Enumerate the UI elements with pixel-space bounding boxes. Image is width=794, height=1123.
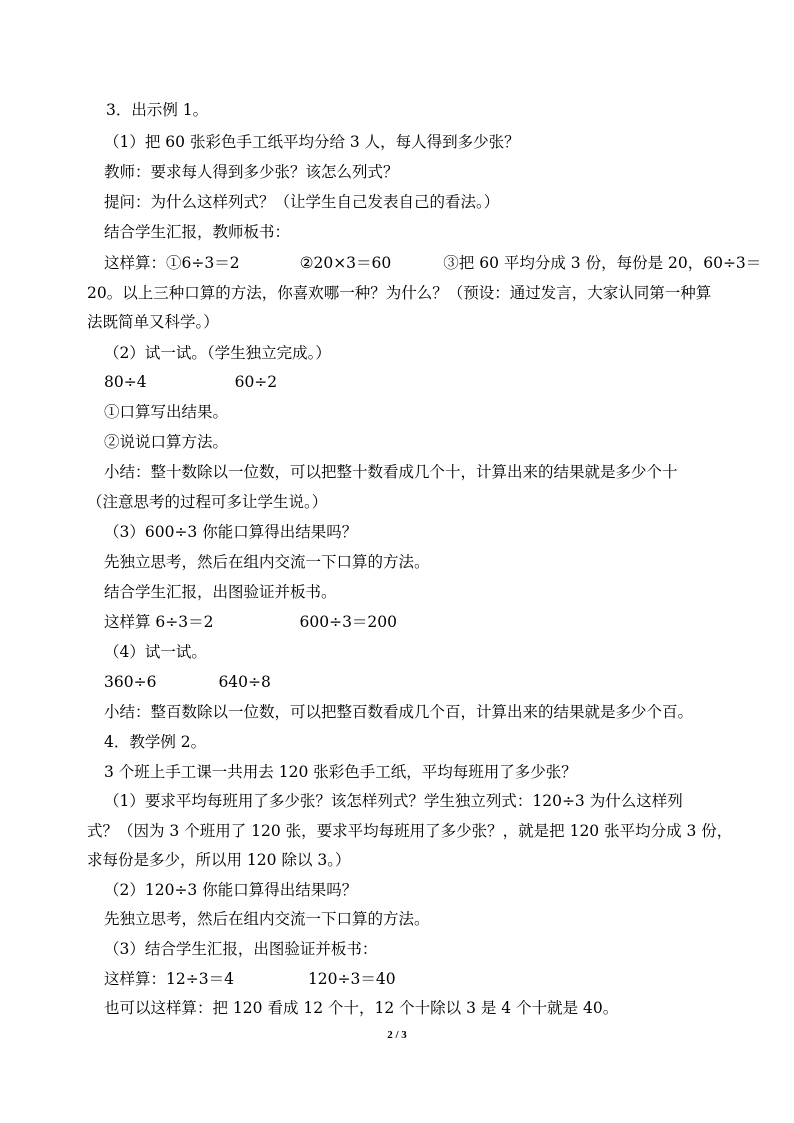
- text-line: 先独立思考，然后在组内交流一下口算的方法。: [104, 910, 430, 928]
- text-line: 4．教学例 2。: [104, 733, 207, 751]
- text-line: （注意思考的过程可多让学生说。）: [87, 493, 328, 511]
- text-line: 结合学生汇报，出图验证并板书。: [104, 583, 337, 601]
- text-line: （2）试一试。（学生独立完成。）: [104, 344, 331, 362]
- text-line: [104, 612, 397, 632]
- text-line: 小结：整百数除以一位数，可以把整百数看成几个百，计算出来的结果就是多少个百。: [104, 703, 694, 721]
- text-line: ②说说口算方法。: [104, 433, 229, 451]
- text-line: 20。以上三种口算的方法，你喜欢哪一种？为什么？（预设：通过发言，大家认同第一种算: [87, 284, 712, 302]
- text-line: [104, 253, 761, 273]
- text-line: 3．出示例 1。: [106, 101, 209, 119]
- text-line: （1）要求平均每班用了多少张？该怎样列式？学生独立列式：120÷3 为什么这样列: [104, 792, 683, 810]
- text-line: 结合学生汇报，教师板书：: [104, 223, 291, 241]
- text-segment: 120÷3＝40: [307, 970, 396, 988]
- text-segment: 这样算 6÷3＝2: [104, 613, 214, 631]
- text-line: 式？（因为 3 个班用了 120 张，要求平均每班用了多少张？，就是把 120 张平均分成 3 份，: [87, 822, 733, 840]
- text-segment: 这样算：①6÷3＝2: [104, 254, 240, 272]
- text-line: （4）试一试。: [104, 643, 207, 661]
- text-line: 求每份是多少，所以用 120 除以 3。）: [87, 851, 351, 869]
- text-line: 也可以这样算：把 120 看成 12 个十，12 个十除以 3 是 4 个十就是 40。: [104, 999, 619, 1017]
- text-line: （3）600÷3 你能口算得出结果吗？: [104, 523, 358, 541]
- text-segment: 这样算：12÷3＝4: [104, 970, 234, 988]
- text-line: （3）结合学生汇报，出图验证并板书：: [104, 940, 378, 958]
- page-number: 2 / 3: [387, 1029, 407, 1041]
- text-line: （1）把 60 张彩色手工纸平均分给 3 人，每人得到多少张？: [104, 133, 520, 151]
- text-segment: 600÷3＝200: [299, 613, 398, 631]
- text-line: 小结：整十数除以一位数，可以把整十数看成几个十，计算出来的结果就是多少个十: [104, 463, 678, 481]
- text-line: [104, 672, 271, 692]
- text-line: 先独立思考，然后在组内交流一下口算的方法。: [104, 553, 430, 571]
- text-line: 法既简单又科学。）: [87, 313, 219, 331]
- text-segment: ③把 60 平均分成 3 份，每份是 20，60÷3＝: [443, 254, 762, 272]
- text-segment: ②20×3＝60: [299, 254, 392, 272]
- text-line: [104, 372, 277, 392]
- text-segment: 80÷4: [104, 373, 147, 391]
- text-line: ①口算写出结果。: [104, 403, 229, 421]
- text-line: （2）120÷3 你能口算得出结果吗？: [104, 881, 358, 899]
- text-line: 提问：为什么这样列式？（让学生自己发表自己的看法。）: [104, 193, 500, 211]
- text-line: 3 个班上手工课一共用去 120 张彩色手工纸，平均每班用了多少张？: [104, 763, 577, 781]
- text-segment: 60÷2: [234, 373, 278, 391]
- text-line: 教师：要求每人得到多少张？该怎么列式？: [104, 163, 399, 181]
- text-segment: 360÷6: [104, 673, 157, 691]
- text-line: [104, 969, 396, 989]
- text-segment: 640÷8: [218, 673, 271, 691]
